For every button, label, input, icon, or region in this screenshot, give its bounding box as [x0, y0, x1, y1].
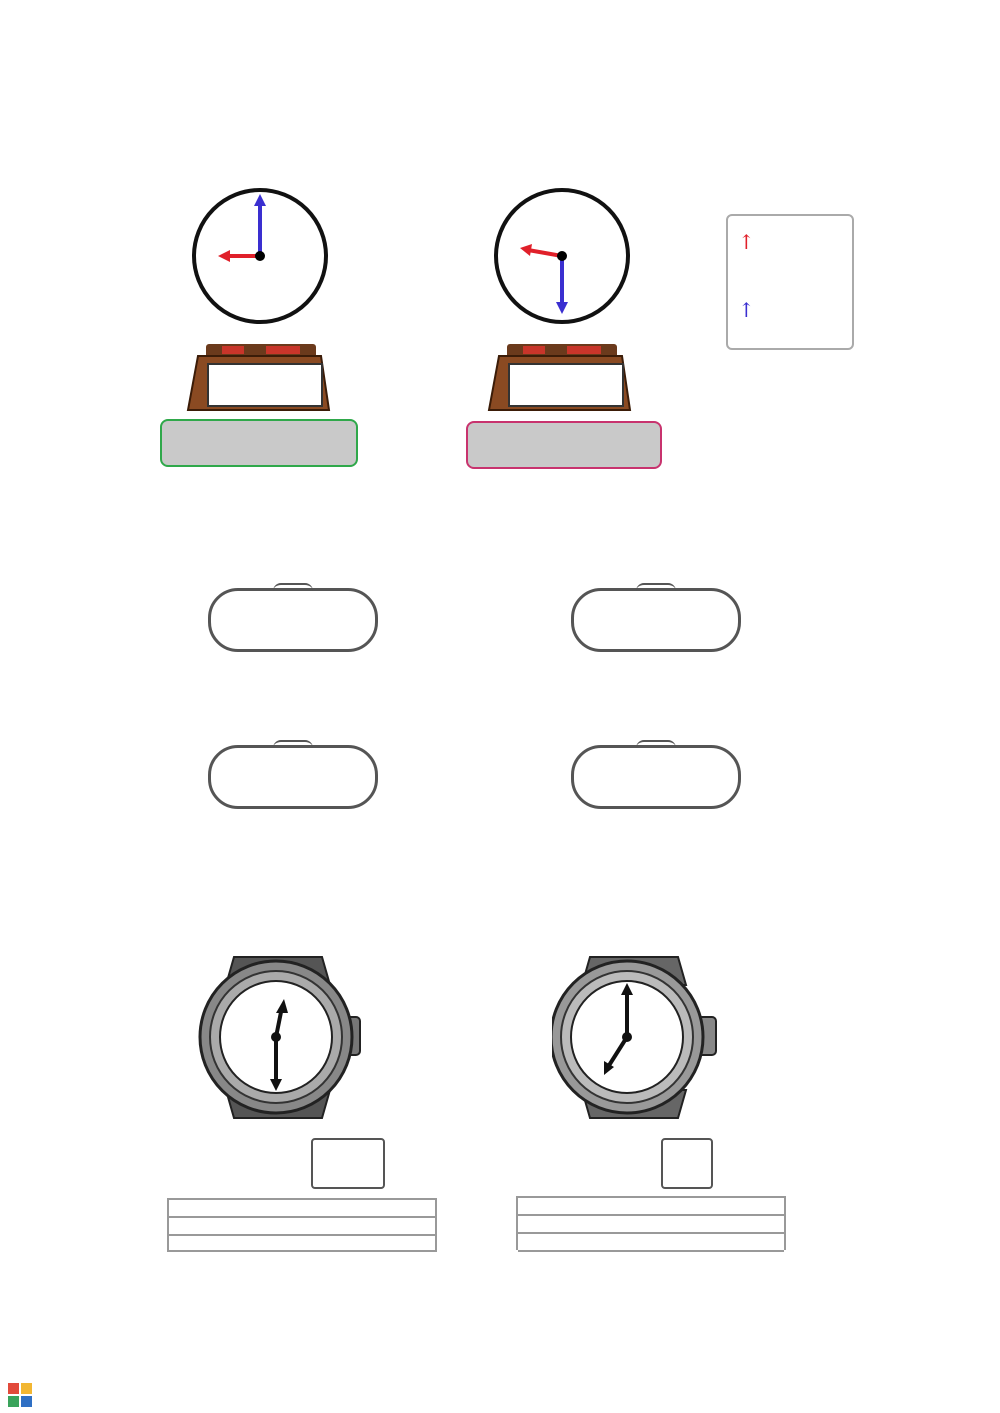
digital-answer-slot-1[interactable] — [208, 588, 378, 652]
liveworksheets-logo-icon — [8, 1383, 32, 1407]
digital-answer-slot-2[interactable] — [571, 588, 741, 652]
digital-answer-slot-3[interactable] — [208, 745, 378, 809]
digital-answer-slot-4[interactable] — [571, 745, 741, 809]
caption-example-2 — [466, 421, 662, 469]
wristwatch-2 — [552, 955, 722, 1120]
digital-clock-example-2 — [487, 342, 632, 414]
caption-example-1 — [160, 419, 358, 467]
minutes-arrow-icon: ↑ — [738, 298, 755, 322]
hand-legend — [726, 214, 854, 350]
hours-arrow-icon: ↑ — [738, 230, 755, 254]
writing-lines-2[interactable] — [516, 1196, 786, 1250]
analog-answer-box-2[interactable] — [661, 1138, 713, 1189]
analog-clock-example-1 — [190, 186, 330, 326]
analog-clock-example-2 — [492, 186, 632, 326]
analog-answer-box-1[interactable] — [311, 1138, 385, 1189]
digital-clock-example-1 — [186, 342, 331, 414]
wristwatch-1 — [196, 955, 366, 1120]
writing-lines-1[interactable] — [167, 1198, 437, 1252]
